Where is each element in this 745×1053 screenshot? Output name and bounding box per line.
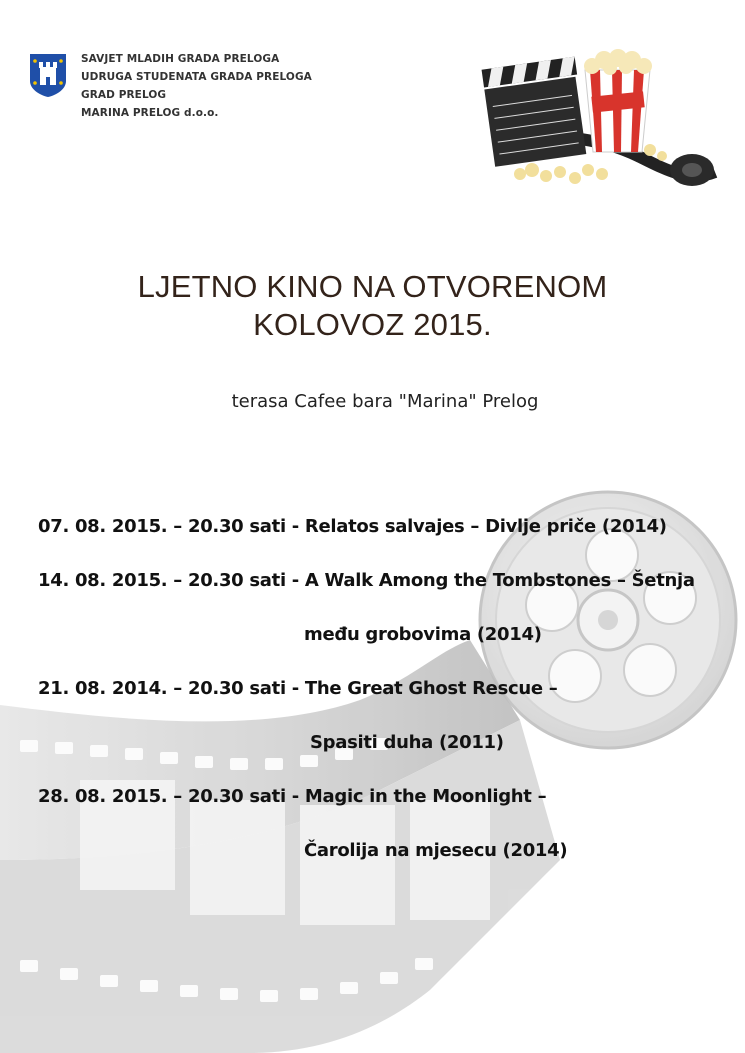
screening-entry: 28. 08. 2015. – 20.30 sati - Magic in the Moonlight – — [38, 786, 547, 807]
venue-text: terasa Cafee bara "Marina" Prelog — [231, 391, 539, 412]
town-crest-icon — [29, 53, 67, 97]
organization-name: MARINA PRELOG d.o.o. — [81, 107, 219, 119]
organization-name: GRAD PRELOG — [81, 89, 167, 101]
clapperboard-popcorn-illustration — [480, 32, 720, 212]
organization-name: SAVJET MLADIH GRADA PRELOGA — [81, 53, 280, 65]
screening-entry-continuation: Spasiti duha (2011) — [310, 732, 504, 753]
screening-entry: 21. 08. 2014. – 20.30 sati - The Great Ghost Rescue – — [38, 678, 558, 699]
organization-name: UDRUGA STUDENATA GRADA PRELOGA — [81, 71, 312, 83]
organizations-list — [81, 50, 312, 122]
title-line: LJETNO KINO NA OTVORENOM — [137, 269, 608, 304]
screening-entry-continuation: Čarolija na mjesecu (2014) — [304, 840, 568, 861]
screening-entry: 14. 08. 2015. – 20.30 sati - A Walk Among the Tombstones – Šetnja — [38, 570, 695, 591]
poster-title — [0, 268, 745, 344]
title-line: KOLOVOZ 2015. — [253, 307, 492, 342]
screening-entry-continuation: među grobovima (2014) — [304, 624, 542, 645]
screening-entry: 07. 08. 2015. – 20.30 sati - Relatos salvajes – Divlje priče (2014) — [38, 516, 667, 537]
